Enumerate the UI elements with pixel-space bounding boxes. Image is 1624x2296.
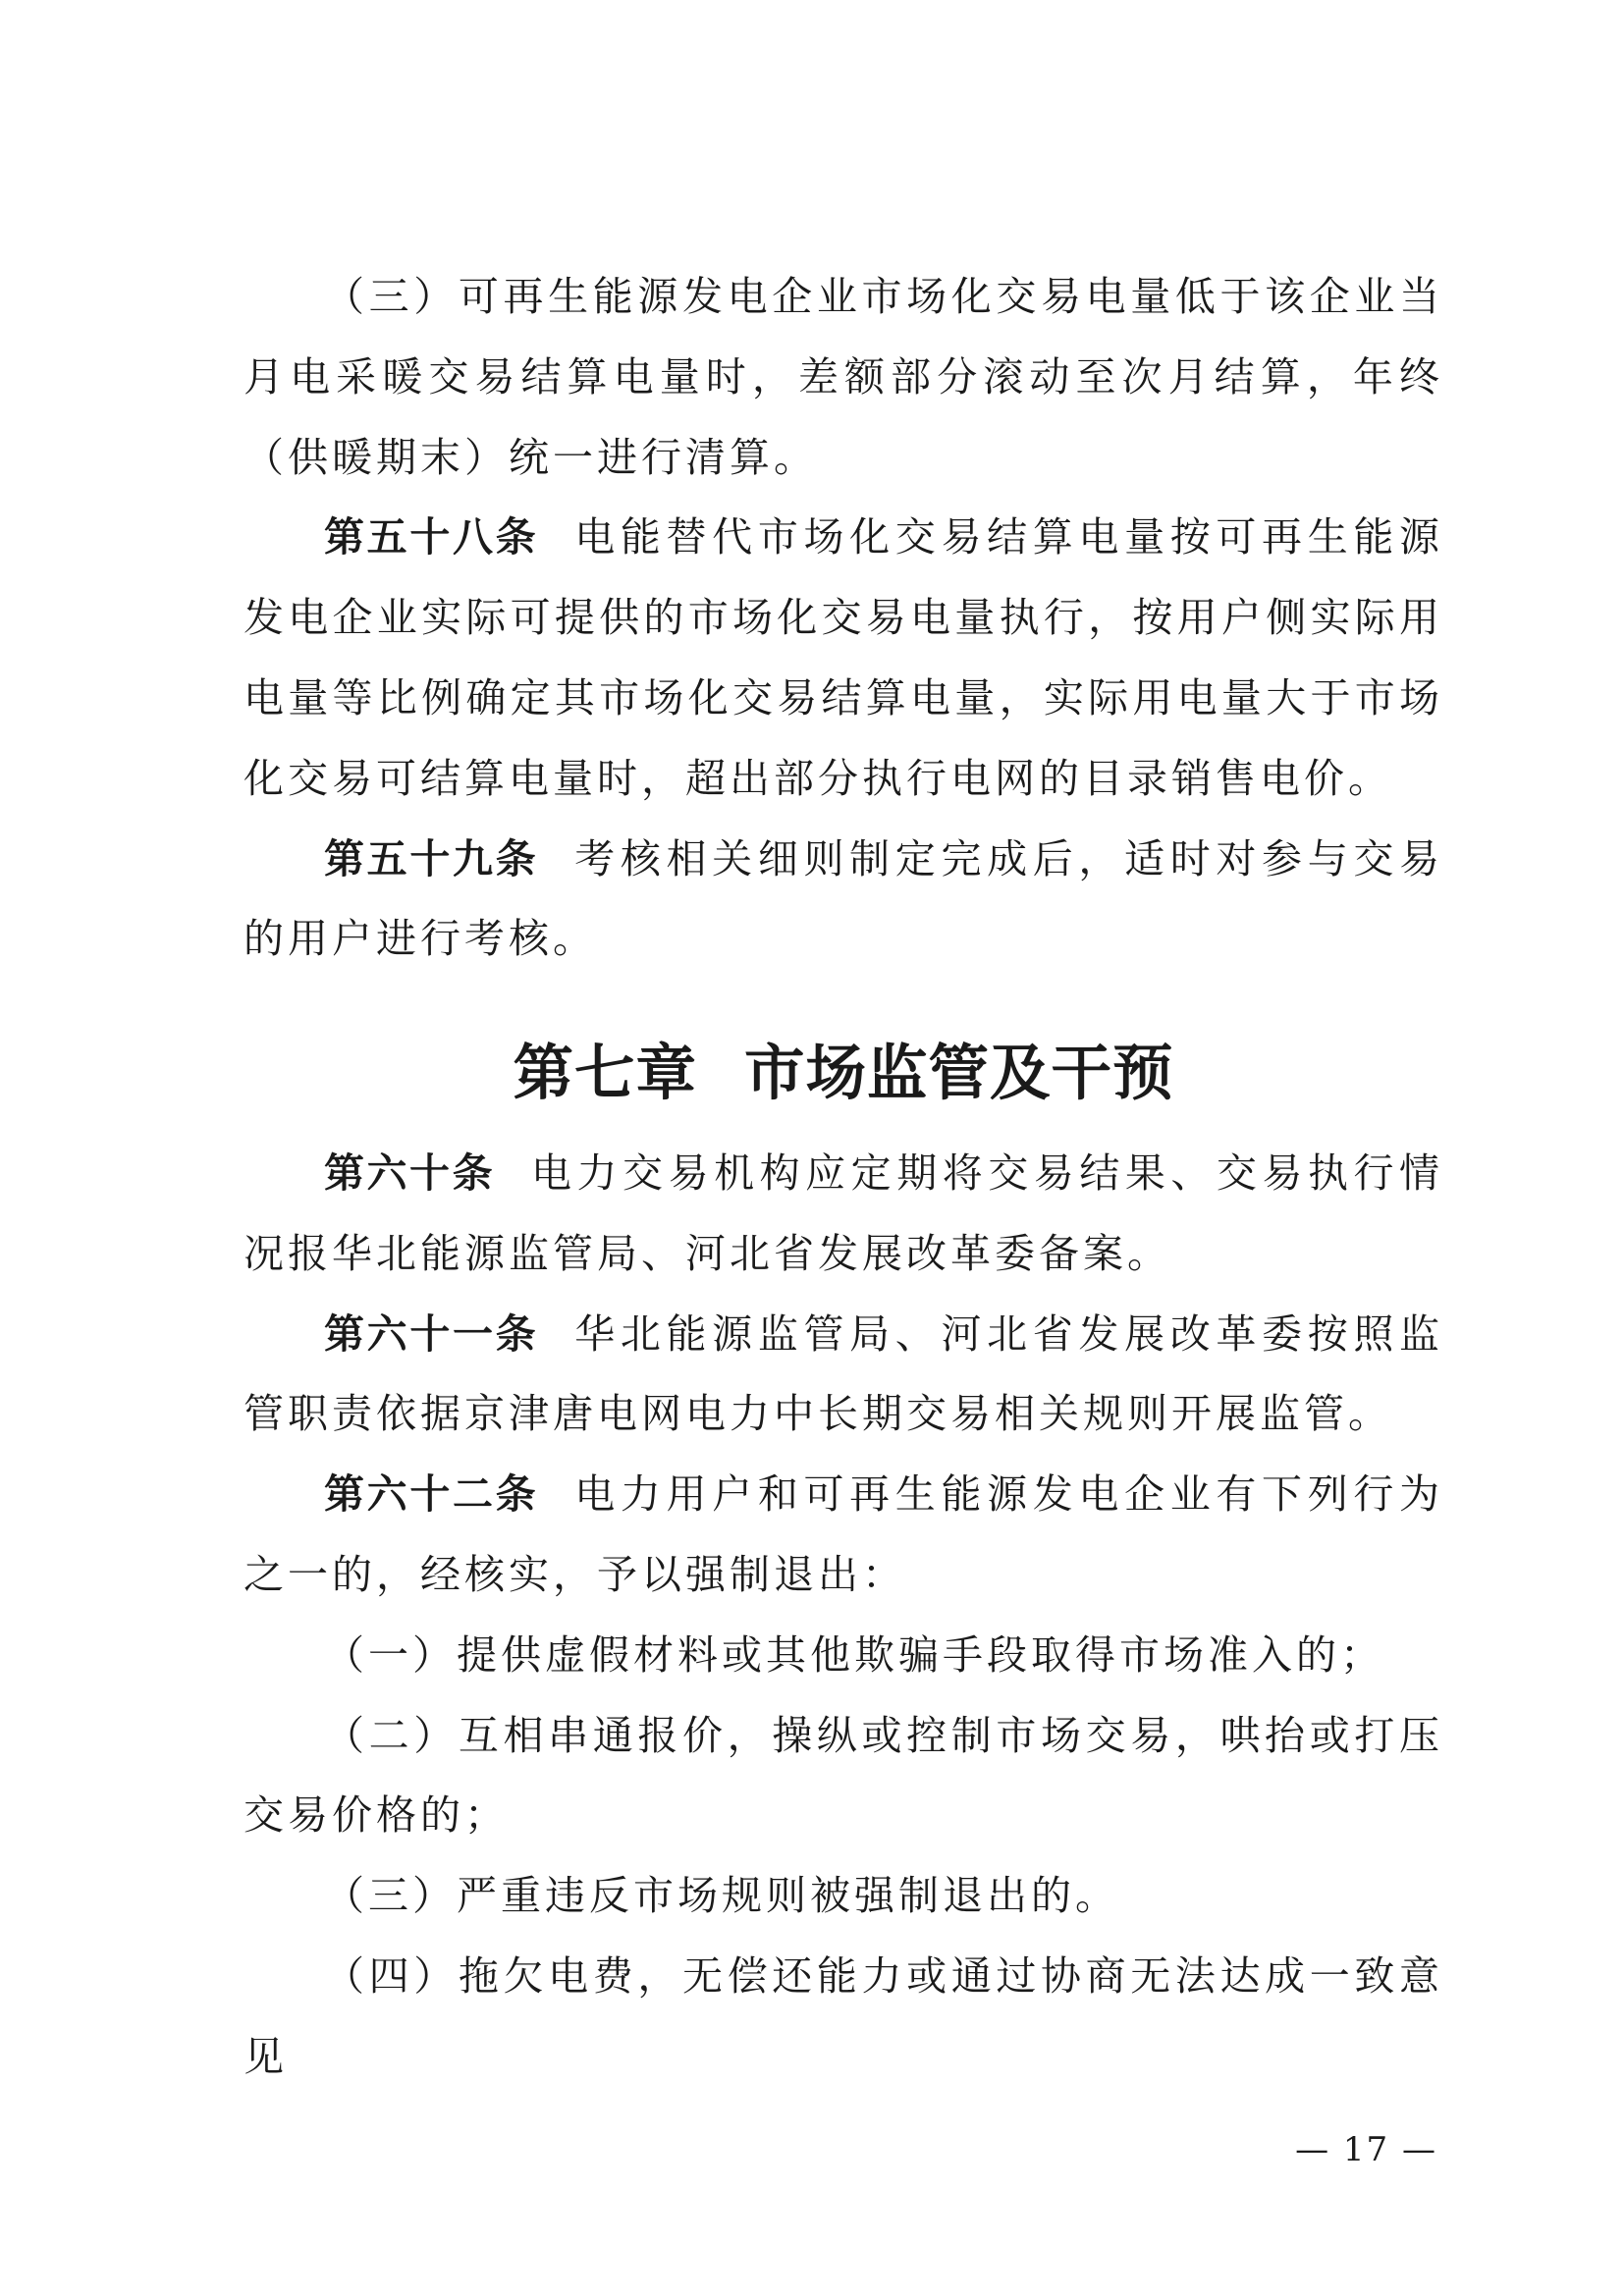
chapter-heading <box>244 980 1443 1134</box>
clause-item-3: （三）严重违反市场规则被强制退出的。 <box>324 1872 1119 1920</box>
paragraph-clause-3: （三）可再生能源发电企业市场化交易电量低于该企业当月电采暖交易结算电量时，差额部分滚动至次月结算，年终（供暖期末）统一进行清算。 <box>244 273 1443 481</box>
article-61 <box>244 1295 1443 1456</box>
article-62 <box>244 1455 1443 1616</box>
article-text: 考核相关细则制定完成后，适时对参与交易的用户进行考核。 <box>244 834 1444 963</box>
article-text: 华北能源监管局、河北省发展改革委按照监管职责依据京津唐电网电力中长期交易相关规则开展监管。 <box>244 1309 1444 1438</box>
clause-item-4: （四）拖欠电费，无偿还能力或通过协商无法达成一致意见 <box>244 1951 1443 2080</box>
chapter-title: 市场监管及干预 <box>744 1038 1174 1109</box>
article-text: 电能替代市场化交易结算电量按可再生能源发电企业实际可提供的市场化交易电量执行，按用户侧实际用电量等比例确定其市场化交易结算电量，实际用电量大于市场化交易可结算电量时，超出部分执行电网的目录销售电价。 <box>244 513 1444 802</box>
article-60 <box>244 1134 1443 1295</box>
article-label: 第六十二条 <box>324 1470 539 1519</box>
chapter-number: 第七章 <box>513 1038 697 1109</box>
article-58 <box>244 498 1443 819</box>
article-text: 电力交易机构应定期将交易结果、交易执行情况报华北能源监管局、河北省发展改革委备案。 <box>244 1148 1444 1277</box>
article-label: 第五十九条 <box>324 834 539 882</box>
article-59 <box>244 820 1443 981</box>
article-label: 第五十八条 <box>324 513 539 561</box>
page-number: — 17 — <box>1295 2130 1437 2169</box>
article-label: 第六十一条 <box>324 1309 539 1358</box>
clause-item-1: （一）提供虚假材料或其他欺骗手段取得市场准入的； <box>324 1630 1384 1679</box>
clause-item-2: （二）互相串通报价，操纵或控制市场交易，哄抬或打压交易价格的； <box>244 1711 1443 1840</box>
article-text: 电力用户和可再生能源发电企业有下列行为之一的，经核实，予以强制退出： <box>244 1470 1444 1598</box>
article-label: 第六十条 <box>324 1148 496 1197</box>
body-text <box>244 257 1443 2098</box>
